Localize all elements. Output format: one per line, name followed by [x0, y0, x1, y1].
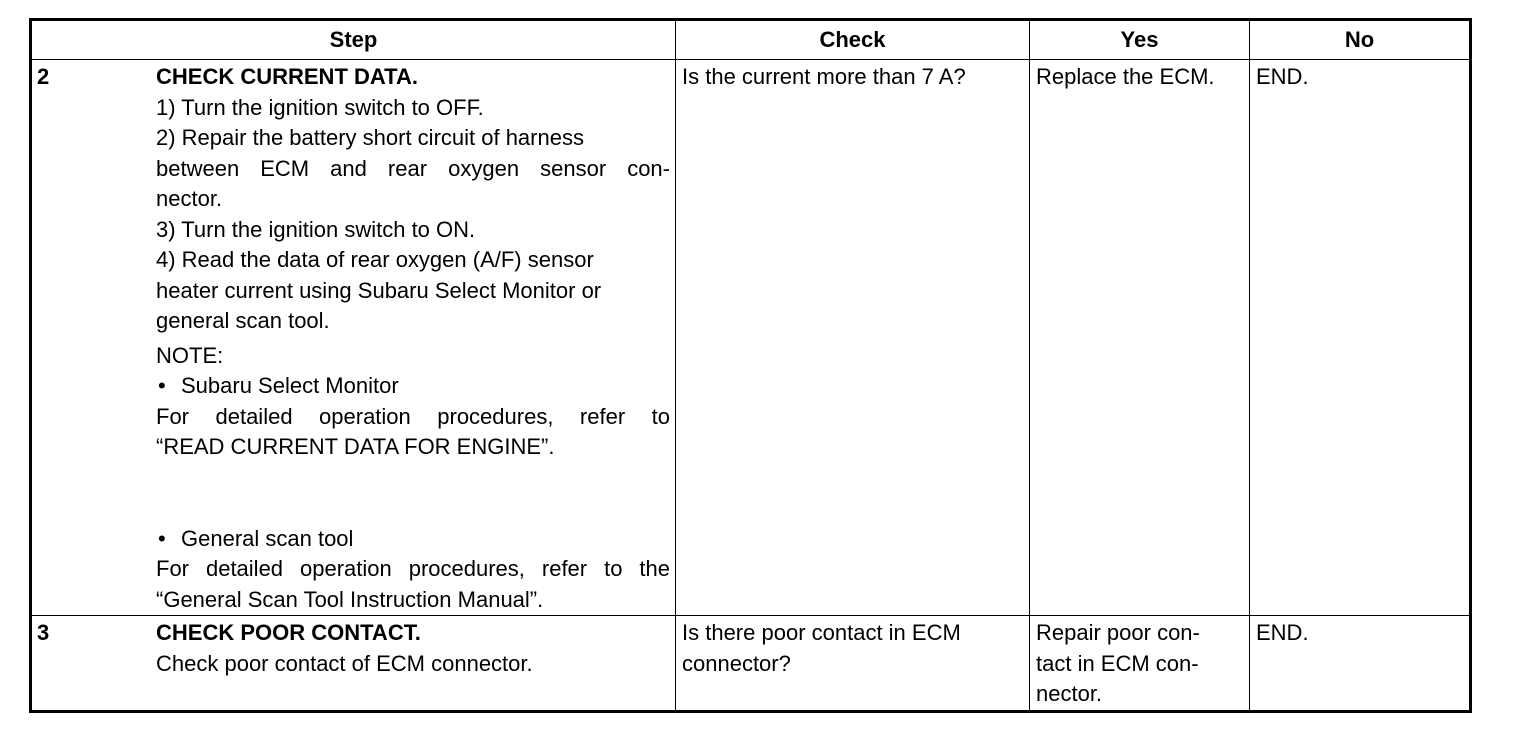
yes-text: Replace the ECM. [1036, 64, 1215, 89]
note-text: For detailed operation procedures, refer to the [156, 556, 670, 581]
yes-text: Repair poor con- [1036, 620, 1200, 645]
table-row [31, 616, 1471, 712]
diagnostic-table [29, 18, 1472, 713]
note-spacer [156, 463, 670, 524]
check-cell [676, 60, 1030, 616]
step-number: 3 [37, 620, 50, 645]
header-no: No [1250, 20, 1471, 60]
no-text: END. [1256, 620, 1309, 645]
yes-cell [1030, 60, 1250, 616]
yes-text: nector. [1036, 681, 1103, 706]
step-line: Check poor contact of ECM connector. [156, 650, 533, 676]
header-step: Step [31, 20, 676, 60]
step-title: CHECK POOR CONTACT. [156, 620, 421, 645]
yes-cell [1030, 616, 1250, 712]
note-text: For detailed operation procedures, refer to [156, 403, 670, 429]
note-text: “READ CURRENT DATA FOR ENGINE”. [156, 434, 555, 459]
note-text: “General Scan Tool Instruction Manual”. [156, 586, 544, 612]
step-line: 4) Read the data of rear oxygen (A/F) sensor [156, 247, 594, 272]
step-number: 2 [37, 64, 50, 89]
step-line: general scan tool. [156, 308, 330, 333]
note-title: NOTE: [156, 342, 224, 368]
note-bullet: • General scan tool [156, 524, 670, 555]
table-header-row [31, 20, 1471, 60]
header-check: Check [676, 20, 1030, 60]
step-title: CHECK CURRENT DATA. [156, 64, 418, 89]
no-cell [1250, 60, 1471, 616]
yes-text: tact in ECM con- [1036, 650, 1199, 676]
step-line: 3) Turn the ignition switch to ON. [156, 216, 476, 242]
note-bullet: • Subaru Select Monitor [156, 371, 670, 402]
step-cell [31, 60, 676, 616]
step-line: 1) Turn the ignition switch to OFF. [156, 94, 484, 120]
no-text: END. [1256, 64, 1309, 89]
header-yes: Yes [1030, 20, 1250, 60]
step-cell [31, 616, 676, 712]
check-text: Is the current more than 7 A? [682, 64, 966, 89]
step-line: nector. [156, 186, 223, 211]
check-text: Is there poor contact in ECM [682, 620, 961, 645]
step-line: heater current using Subaru Select Monitor or [156, 277, 602, 303]
step-line: 2) Repair the battery short circuit of harness [156, 125, 584, 150]
check-text: connector? [682, 650, 791, 676]
no-cell [1250, 616, 1471, 712]
check-cell [676, 616, 1030, 712]
table-row [31, 60, 1471, 616]
step-line: between ECM and rear oxygen sensor con- [156, 155, 670, 181]
